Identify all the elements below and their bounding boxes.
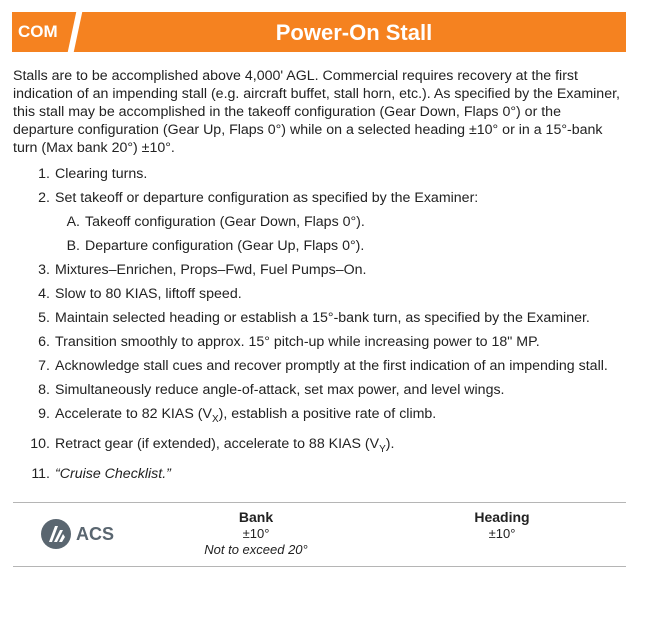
com-badge-label: COM <box>18 22 58 41</box>
acs-logo-text: ACS <box>76 524 115 544</box>
heading-value: ±10° <box>488 526 516 541</box>
list-item: 10. Retract gear (if extended), accelerate to 88 KIAS $(V_Y)$. <box>30 435 395 455</box>
list-item: 1. Clearing turns. <box>38 166 148 182</box>
list-item: 7. Acknowledge stall cues and recover promptly at the first indication of an impending stall. <box>38 358 608 374</box>
acs-logo-icon <box>40 518 72 550</box>
intro-paragraph: Stalls are to be accomplished above 4,000' AGL. Commercial requires recovery at the first indication of an impending stall (e.g. aircraft buffet, stall horn, etc.). As specified by the Examiner, this stall may be accomplished in the takeoff configuration (Gear Down, Flaps 0°) or the departure configuration (Gear Up, Flaps 0°) while on a selected heading ±10° or in a 15°-bank turn (Max bank 20°) ±10°. <box>13 68 620 156</box>
list-item: 3. Mixtures–Enrichen, Props–Fwd, Fuel Pumps–On. <box>38 262 367 278</box>
heading-tolerance <box>442 509 562 542</box>
list-item: 2. Set takeoff or departure configuration as specified by the Examiner: <box>38 190 479 206</box>
section-header <box>12 12 626 52</box>
list-item: 6. Transition smoothly to approx. 15° pitch-up while increasing power to 18" MP. <box>38 334 540 350</box>
bank-note: Not to exceed 20° <box>204 542 308 557</box>
com-badge <box>12 12 72 52</box>
list-subitem: B. Departure configuration (Gear Up, Flaps 0°). <box>66 238 365 254</box>
bank-label: Bank <box>238 509 274 525</box>
page-title: Power-On Stall <box>275 20 433 45</box>
list-item: 9. Accelerate to 82 KIAS $(V_X)$, establish a positive rate of climb. <box>38 406 437 425</box>
list-subitem: A. Takeoff configuration (Gear Down, Flaps 0°). <box>66 214 365 230</box>
bank-tolerance <box>196 509 316 558</box>
footer-divider-top <box>13 502 626 503</box>
footer-divider-bottom <box>13 566 626 567</box>
bank-value: ±10° <box>242 526 270 541</box>
list-item: 11. “Cruise Checklist.” <box>31 465 171 482</box>
list-item: 4. Slow to 80 KIAS, liftoff speed. <box>38 286 242 302</box>
heading-label: Heading <box>474 509 530 525</box>
list-item: 8. Simultaneously reduce angle-of-attack, set max power, and level wings. <box>38 382 505 398</box>
steps-list <box>28 165 628 489</box>
list-item: 5. Maintain selected heading or establish a 15°-bank turn, as specified by the Examiner. <box>38 310 590 326</box>
